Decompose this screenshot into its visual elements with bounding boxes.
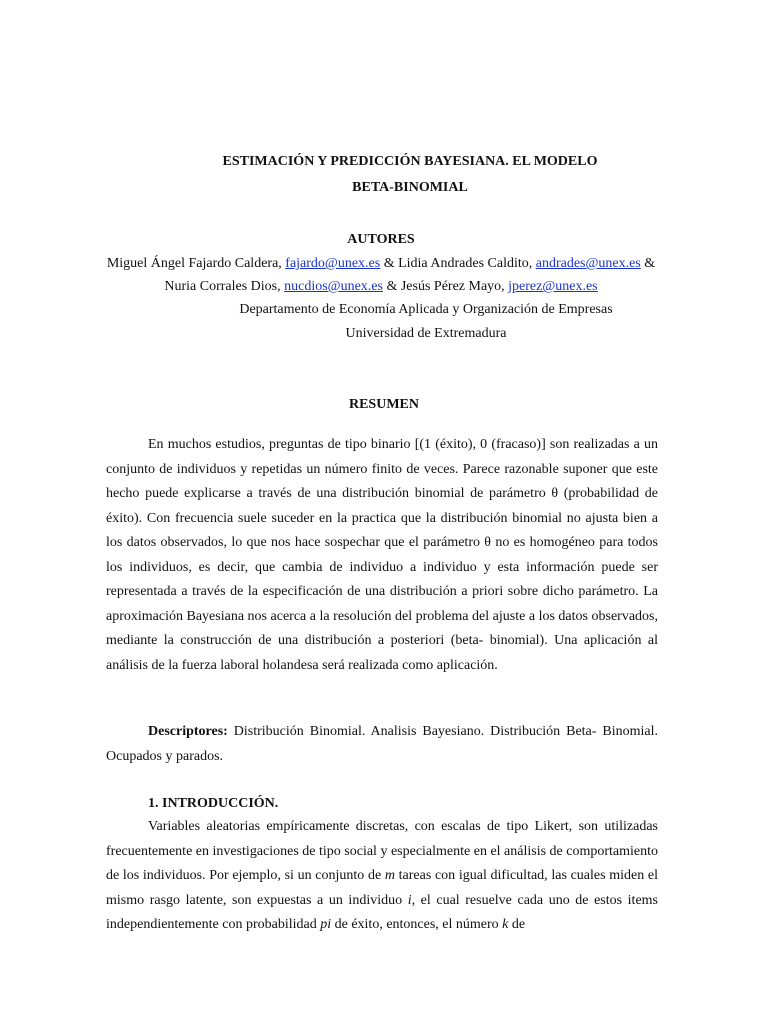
intro-var-pi: pi bbox=[320, 917, 332, 932]
intro-text: el cual resuelve cada uno de estos items independientemente con probabilidad bbox=[106, 892, 658, 932]
intro-var-k: k bbox=[502, 917, 509, 932]
intro-text: Variables aleatorias empíricamente discretas, con escalas de tipo Likert, son utilizadas frecuentemente en investigaciones de tipo social y especialmente en el análisis de comportamiento de los individuos. Por ejemplo, si un conjunto de bbox=[106, 819, 659, 883]
email-link-nucdios[interactable]: nucdios@unex.es bbox=[284, 279, 383, 294]
abstract-text: En muchos estudios, preguntas de tipo binario [(1 (éxito), 0 (fracaso)] son realizadas a un conjunto de individuos y repetidas un número finito de veces. Parece razonable suponer que este hecho puede explicarse a través de una distribución binomial de parámetro θ (probabilidad de éxito). Con frecuencia suele suceder en la practica que la distribución binomial no ajusta bien a los datos observados, lo que nos hace sospechar que el parámetro θ no es homogéneo para todos los individuos, es decir, que cambia de individuo a individuo y esta información puede ser representada a través de la especificación de una distribución a priori sobre dicho parámetro. La aproximación Bayesiana nos acerca a la resolución del problema del ajuste a los datos observados, mediante la construcción de una distribución a posteriori (beta- binomial). Una aplicación al análisis de la fuerza laboral holandesa será realizada como aplicación. bbox=[106, 437, 658, 673]
university-affiliation: Universidad de Extremadura bbox=[345, 326, 507, 341]
intro-text: de bbox=[508, 917, 526, 932]
introduction-paragraph bbox=[106, 815, 658, 938]
authors-text: & Jesús Pérez Mayo, bbox=[382, 279, 509, 294]
authors-text: Miguel Ángel Fajardo Caldera, bbox=[106, 256, 286, 271]
authors-text: & bbox=[640, 256, 656, 271]
email-link-jperez[interactable]: jperez@unex.es bbox=[508, 279, 598, 294]
intro-var-m: m bbox=[384, 868, 395, 883]
descriptors-paragraph bbox=[106, 720, 658, 769]
paper-title-line-2: BETA-BINOMIAL bbox=[352, 180, 468, 195]
authors-text: & Lidia Andrades Caldito, bbox=[380, 256, 536, 271]
authors-heading: AUTORES bbox=[347, 232, 415, 247]
abstract-heading: RESUMEN bbox=[348, 397, 419, 412]
abstract-paragraph bbox=[106, 433, 658, 678]
email-link-fajardo[interactable]: fajardo@unex.es bbox=[285, 256, 381, 271]
intro-text: de éxito, entonces, el número bbox=[331, 917, 503, 932]
email-link-andrades[interactable]: andrades@unex.es bbox=[535, 256, 641, 271]
intro-text: tareas con igual dificultad, las cuales miden el mismo rasgo latente, son expuestas a un individuo bbox=[106, 868, 658, 908]
introduction-heading: 1. INTRODUCCIÓN. bbox=[148, 796, 279, 811]
descriptors-label: Descriptores: bbox=[148, 724, 228, 739]
authors-text: Nuria Corrales Dios, bbox=[164, 279, 285, 294]
authors-line-2 bbox=[0, 279, 762, 295]
authors-line-1 bbox=[0, 256, 762, 272]
paper-title-line-1: ESTIMACIÓN Y PREDICCIÓN BAYESIANA. EL MODELO bbox=[222, 154, 598, 169]
descriptors-text: Distribución Binomial. Analisis Bayesiano. Distribución Beta- Binomial. Ocupados y parados. bbox=[106, 724, 658, 764]
intro-var-i: i, bbox=[407, 892, 416, 908]
department-affiliation: Departamento de Economía Aplicada y Organización de Empresas bbox=[239, 302, 613, 317]
